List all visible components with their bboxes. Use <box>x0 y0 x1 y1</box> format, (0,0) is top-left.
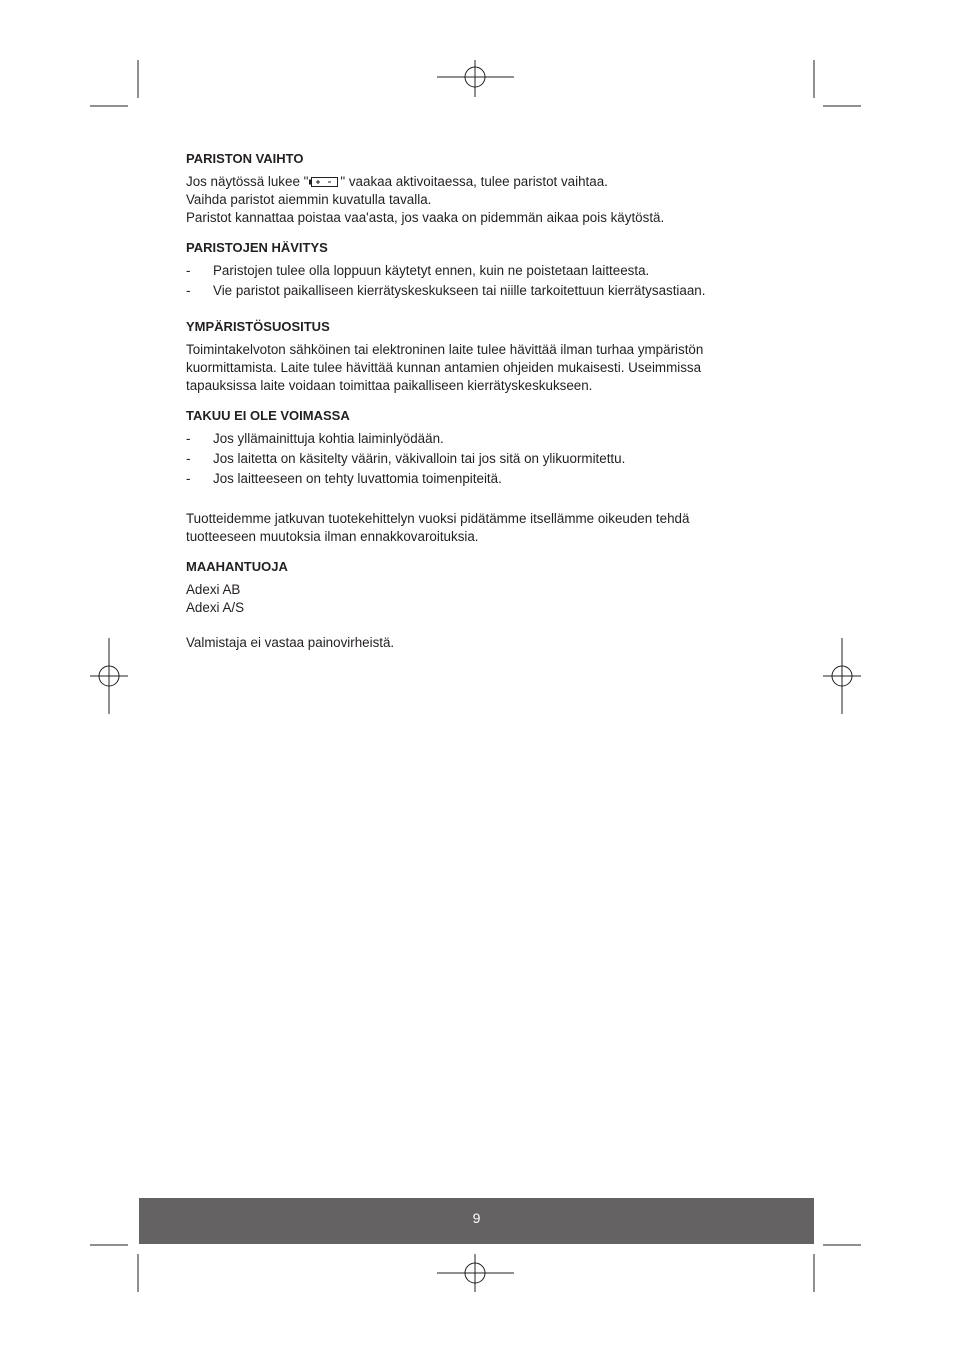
environment-line: kuormittamista. Laite tulee hävittää kunnan antamien ohjeiden mukaisesti. Useimmissa <box>186 360 702 375</box>
battery-change-line-1: Jos näytössä lukee " " vaakaa aktivoitaessa, tulee paristot vaihtaa. <box>186 174 608 189</box>
list-item: - Vie paristot paikalliseen kierrätyskeskukseen tai niille tarkoitettuun kierrätysastiaan. <box>186 283 706 298</box>
list-item: - Jos laitetta on käsitelty väärin, väkivalloin tai jos sitä on ylikuormitettu. <box>186 451 626 466</box>
section-disclaimer <box>186 634 766 652</box>
page-number: 9 <box>472 1210 481 1226</box>
registration-mark-right <box>823 638 861 714</box>
battery-icon <box>309 176 339 188</box>
registration-mark-bottom <box>437 1254 514 1292</box>
registration-mark-top <box>437 60 514 97</box>
footer-bar <box>139 1198 814 1244</box>
disclaimer-text: Valmistaja ei vastaa painovirheistä. <box>186 635 395 650</box>
registration-mark-left <box>90 638 128 714</box>
importer-line: Adexi AB <box>186 582 241 597</box>
environment-line: Toimintakelvoton sähköinen tai elektroninen laite tulee hävittää ilman turhaa ympäristön <box>186 342 704 357</box>
importer-line: Adexi A/S <box>186 600 245 615</box>
list-item: - Paristojen tulee olla loppuun käytetyt ennen, kuin ne poistetaan laitteesta. <box>186 263 650 278</box>
section-development <box>186 510 766 546</box>
section-warranty <box>186 407 766 488</box>
battery-disposal-list <box>186 262 766 300</box>
document-body <box>186 150 766 664</box>
heading-battery-disposal: PARISTOJEN HÄVITYS <box>186 240 328 255</box>
section-battery-change <box>186 150 766 227</box>
list-item: - Jos yllämainittuja kohtia laiminlyödään. <box>186 431 444 446</box>
section-importer <box>186 558 766 617</box>
heading-battery-change: PARISTON VAIHTO <box>186 151 304 166</box>
list-item: - Jos laitteeseen on tehty luvattomia toimenpiteitä. <box>186 471 502 486</box>
battery-change-line-3: Paristot kannattaa poistaa vaa'asta, jos vaaka on pidemmän aikaa pois käytöstä. <box>186 210 665 225</box>
warranty-list <box>186 430 766 488</box>
development-line: Tuotteidemme jatkuvan tuotekehittelyn vuoksi pidätämme itsellämme oikeuden tehdä <box>186 511 690 526</box>
section-environment <box>186 318 766 395</box>
heading-importer: MAAHANTUOJA <box>186 559 288 574</box>
heading-environment: YMPÄRISTÖSUOSITUS <box>186 319 330 334</box>
heading-warranty: TAKUU EI OLE VOIMASSA <box>186 408 350 423</box>
section-battery-disposal <box>186 239 766 300</box>
environment-line: tapauksissa laite voidaan toimittaa paikalliseen kierrätyskeskukseen. <box>186 378 593 393</box>
battery-change-line-2: Vaihda paristot aiemmin kuvatulla tavalla. <box>186 192 432 207</box>
development-line: tuotteeseen muutoksia ilman ennakkovaroituksia. <box>186 529 479 544</box>
